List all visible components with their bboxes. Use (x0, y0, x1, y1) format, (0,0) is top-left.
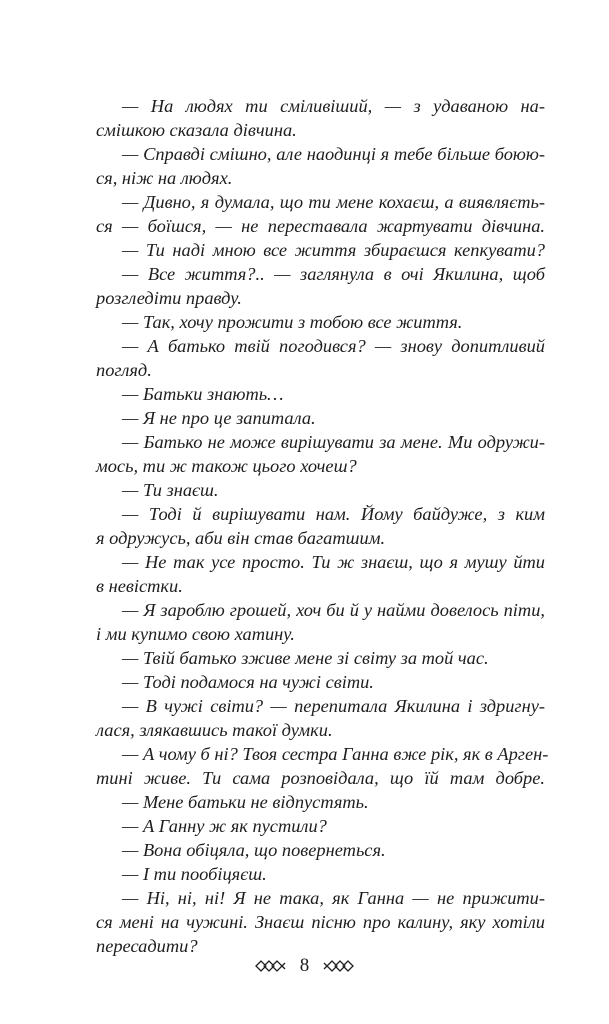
text-line: погляд. (96, 360, 152, 380)
text-line: — Твій батько зживе мене зі світу за той час. (122, 648, 489, 668)
text-line: лася, злякавшись такої думки. (96, 720, 333, 740)
text-line: — Вона обіцяла, що повернеться. (122, 840, 386, 860)
text-line: — А Ганну ж як пустили? (122, 816, 327, 836)
text-line: — В чужі світи? — перепитала Якилина і здригну- (122, 696, 545, 716)
text-line: ся мені на чужині. Знаєш пісню про калину, яку хотіли (96, 912, 545, 932)
text-line: смішкою сказала дівчина. (96, 120, 297, 140)
text-line: — І ти пообіцяєш. (122, 864, 267, 884)
text-line: — Ні, ні, ні! Я не така, як Ганна — не прижити- (122, 888, 545, 908)
text-line: — Я не про це запитала. (122, 408, 316, 428)
text-line: ся, ніж на людях. (96, 168, 233, 188)
text-line: — Справді смішно, але наодинці я тебе більше боюю- (122, 144, 545, 164)
text-line: — Мене батьки не відпустять. (122, 792, 369, 812)
text-line: пересадити? (96, 936, 198, 956)
text-line: — Не так усе просто. Ти ж знаєш, що я мушу йти (122, 552, 545, 572)
text-line: розгледіти правду. (96, 288, 242, 308)
ornament-left-icon (254, 959, 286, 973)
text-line: — Дивно, я думала, що ти мене кохаєш, а виявляєть- (122, 192, 545, 212)
text-line: я одружусь, аби він став багатшим. (96, 528, 386, 548)
text-line: — На людях ти сміливіший, — з удаваною на- (122, 96, 545, 116)
text-line: тині живе. Ти сама розповідала, що їй там добре. (96, 768, 545, 788)
text-line: ся — боїшся, — не переставала жартувати дівчина. (96, 216, 545, 236)
text-line: — Тоді й вирішувати нам. Йому байдуже, з ким (122, 504, 545, 524)
text-line: в невістки. (96, 576, 183, 596)
text-line: — Ти знаєш. (122, 480, 219, 500)
text-line: мось, ти ж також цього хочеш? (96, 456, 357, 476)
text-line: — Ти наді мною все життя збираєшся кепкувати? (122, 240, 545, 260)
text-line: — Батьки знають… (122, 384, 284, 404)
text-line: — Так, хочу прожити з тобою все життя. (122, 312, 463, 332)
text-line: — Тоді подамося на чужі світи. (122, 672, 374, 692)
page-footer (0, 952, 609, 980)
text-line: — Все життя?.. — заглянула в очі Якилина, щоб (122, 264, 545, 284)
ornament-right-icon (323, 959, 355, 973)
text-line: — А батько твій погодився? — знову допитливий (122, 336, 545, 356)
text-line: — А чому б ні? Твоя сестра Ганна вже рік, як в Арген- (122, 744, 549, 764)
text-line: — Батько не може вирішувати за мене. Ми одружи- (122, 432, 545, 452)
page-number: 8 (299, 955, 310, 976)
text-line: і ми купимо свою хатину. (96, 624, 295, 644)
text-line: — Я зароблю грошей, хоч би й у найми довелось піти, (122, 600, 545, 620)
